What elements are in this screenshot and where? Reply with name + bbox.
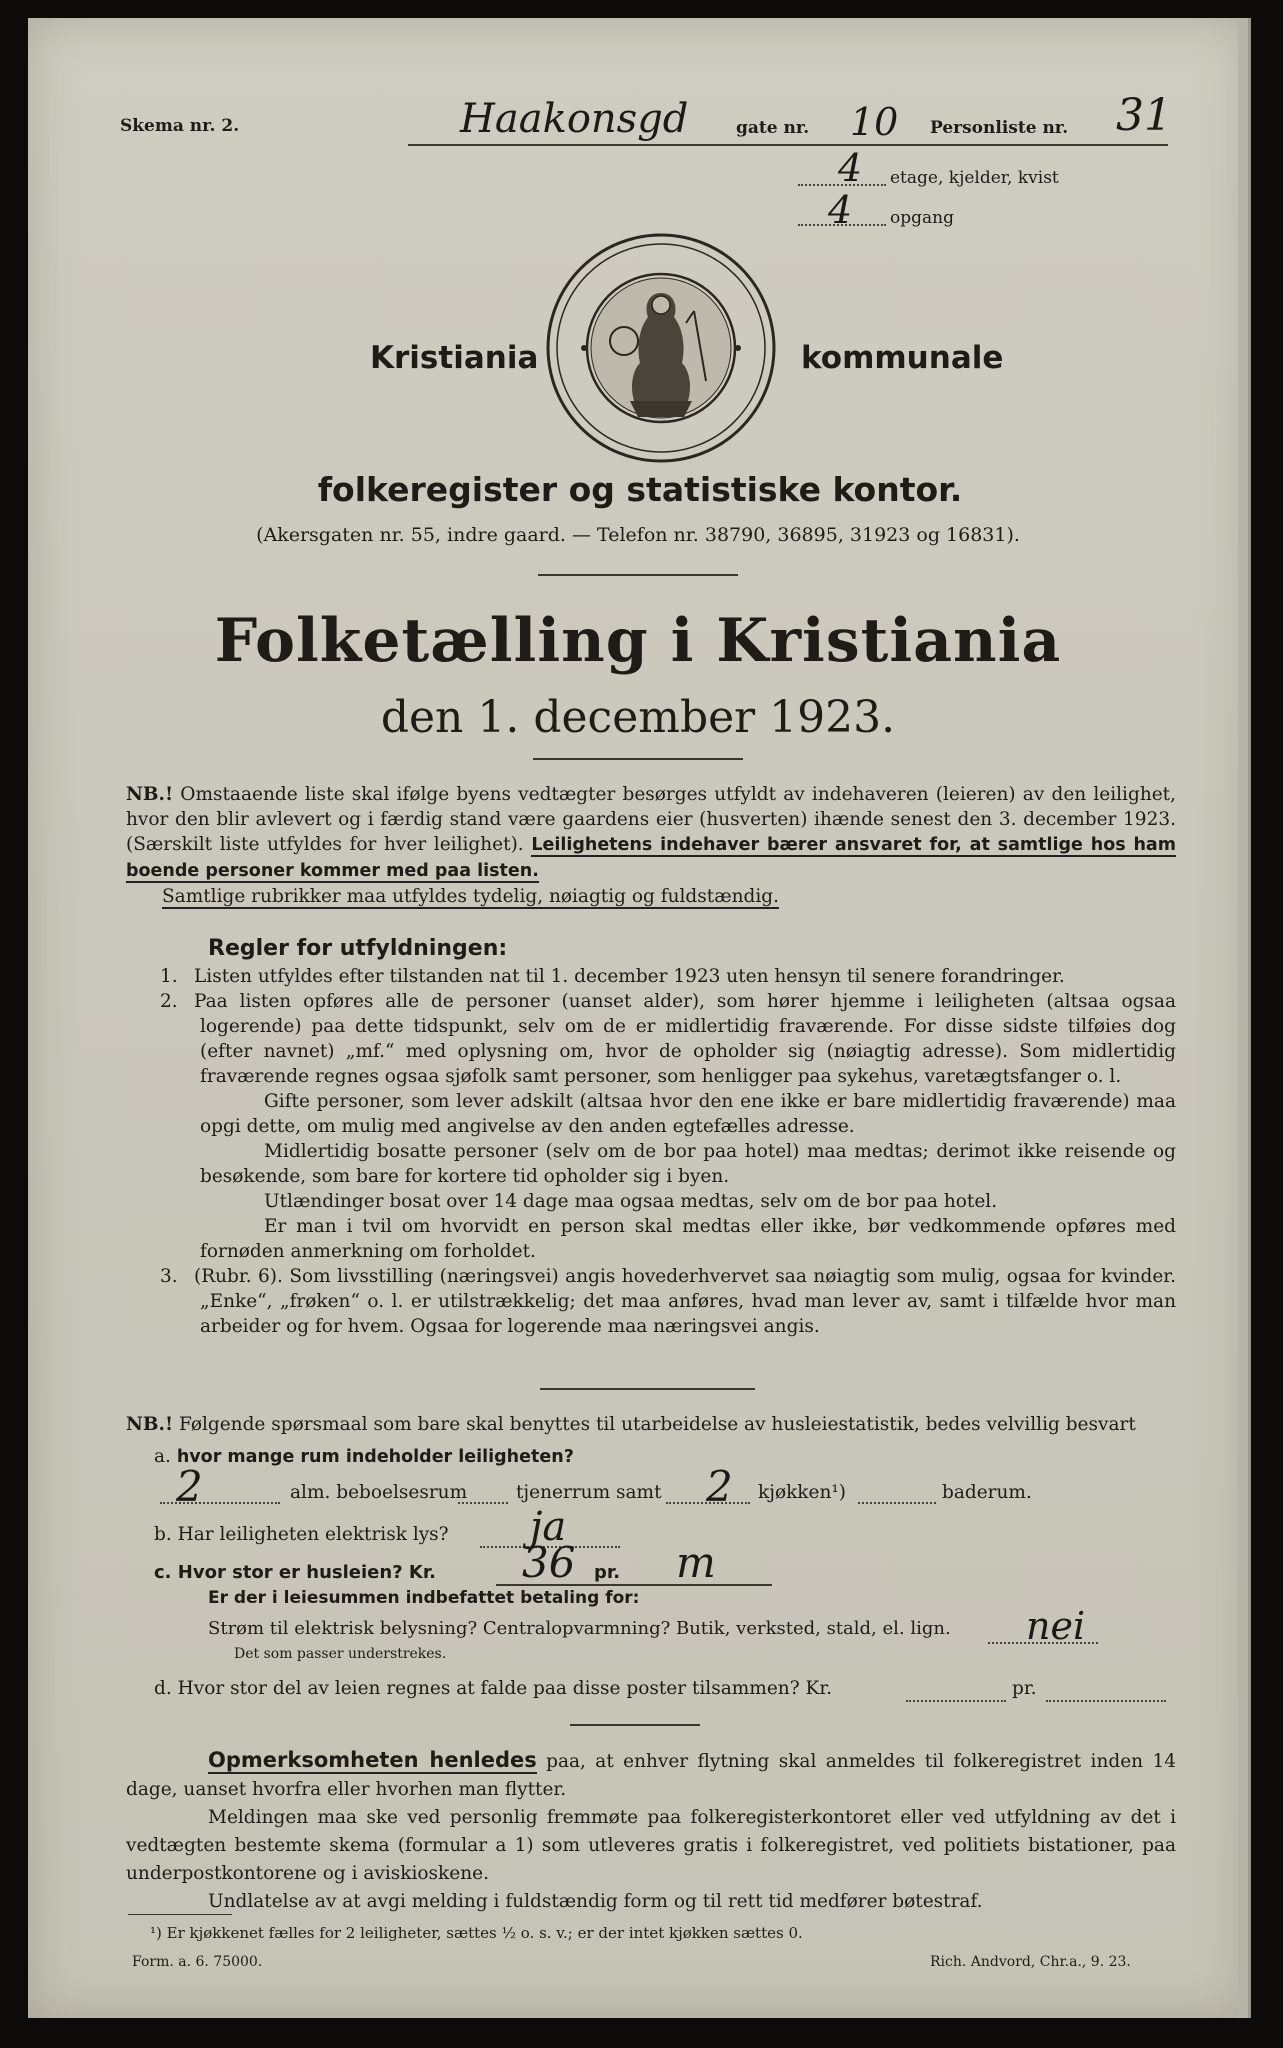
city-seal-emblem <box>544 231 778 465</box>
page-edge <box>1238 18 1248 2018</box>
bath-dots <box>858 1502 936 1504</box>
nb1-lead: NB.! <box>126 784 174 805</box>
notice-heading: Opmerksomheten henledes <box>208 1748 537 1772</box>
nb1-paragraph <box>126 782 1176 909</box>
divider-2 <box>533 758 743 760</box>
tjener-label: tjenerrum samt <box>516 1482 662 1503</box>
rent-period-handwritten: m <box>676 1538 716 1587</box>
printer-imprint: Rich. Andvord, Chr.a., 9. 23. <box>930 1954 1131 1970</box>
office-left-word: Kristiania <box>370 340 539 376</box>
notice-paragraph <box>126 1746 1176 1916</box>
footnote: ¹) Er kjøkkenet fælles for 2 leiligheter, sættes ½ o. s. v.; er der intet kjøkken sættes 0. <box>150 1924 803 1942</box>
rules-heading: Regler for utfyldningen: <box>208 936 508 961</box>
rule-3: (Rubr. 6). Som livsstilling (næringsvei) angis hovederhvervet saa nøiagtig som mulig, ogsaa for kvinder. „Enke“, „frøken“ o. l. er utilstrækkelig; det maa anføres, hvad man lever av, samt i tilfælde hvor man arbeider og for hvem. Ogsaa for logerende maa næringsvei angis. <box>194 1266 1176 1337</box>
share-per-label: pr. <box>1012 1678 1037 1699</box>
notice-p2: Meldingen maa ske ved personlig fremmøte paa folkeregisterkontoret eller ved utfyldning av det i vedtægten bestemte skema (formular a 1) som utleveres gratis i folkeregistret, ved politiets bistationer, paa underpostkontorene og i aviskioskene. <box>126 1807 1176 1884</box>
office-title: folkeregister og statistiske kontor. <box>317 470 963 509</box>
rent-handwritten: 36 <box>522 1538 576 1587</box>
notice-p3: Undlatelse av at avgi melding i fuldstændig form og til rett tid medfører bøtestraf. <box>208 1891 983 1912</box>
header-rule <box>408 144 1168 146</box>
rule-2-main: Paa listen opføres alle de personer (uanset alder), som hører hjemme i leiligheten (altsaa ogsaa logerende) paa dette tidspunkt, selv om de er midlertidig fraværende. For disse sidste tilføies dog (efter navnet) „mf.“ med oplysning om, hvor de opholder sig (nøiagtig adresse). Som midlertidig fraværende regnes ogsaa sjøfolk samt personer, som henligger paa sykehus, varetægtsfanger o. l. <box>194 991 1176 1087</box>
rent-includes-heading: Er der i leiesummen indbefattet betaling for: <box>208 1588 640 1608</box>
question-b-text: Har leiligheten elektrisk lys? <box>177 1524 449 1545</box>
rule-1: Listen utfyldes efter tilstanden nat til 1. december 1923 uten hensyn til senere forandringer. <box>194 966 1065 987</box>
office-right-word: kommunale <box>801 340 1004 376</box>
question-a-label: a. <box>154 1446 171 1467</box>
tjener-dots <box>458 1502 508 1504</box>
footnote-rule <box>128 1914 232 1915</box>
nb1-instruction: Samtlige rubrikker maa utfyldes tydelig, nøiagtig og fuldstændig. <box>162 886 779 907</box>
divider-4 <box>570 1724 700 1726</box>
divider-1 <box>538 574 738 576</box>
question-a-text: hvor mange rum indeholder leiligheten? <box>176 1447 574 1467</box>
rent-includes-items: Strøm til elektrisk belysning? Centralopvarmning? Butik, verksted, stald, el. lign. <box>208 1618 951 1639</box>
opgang-label: opgang <box>890 208 954 228</box>
question-b <box>154 1524 449 1545</box>
gate-number-handwritten: 10 <box>850 100 899 144</box>
question-d <box>154 1678 832 1699</box>
question-a <box>154 1446 574 1467</box>
underline-note: Det som passer understrekes. <box>234 1646 447 1662</box>
skema-number: Skema nr. 2. <box>120 116 240 136</box>
nb2-lead: NB.! <box>126 1414 174 1435</box>
question-c-label: c. <box>154 1562 172 1583</box>
nb2-paragraph <box>126 1412 1176 1437</box>
personliste-label: Personliste nr. <box>930 118 1069 138</box>
light-answer-handwritten: ja <box>530 1504 567 1550</box>
census-date-subtitle: den 1. december 1923. <box>380 692 896 743</box>
divider-3 <box>540 1388 755 1390</box>
share-pr-dots <box>1046 1700 1166 1702</box>
street-name-handwritten: Haakonsgd <box>460 96 689 142</box>
rooms-label: alm. beboelsesrum <box>290 1482 468 1503</box>
question-b-label: b. <box>154 1524 172 1545</box>
rent-per-label: pr. <box>594 1562 621 1583</box>
question-c <box>154 1562 436 1583</box>
etage-handwritten: 4 <box>838 146 863 190</box>
rules-list: 1. Listen utfyldes efter tilstanden nat til 1. december 1923 uten hensyn til senere forandringer. 2. Paa listen opføres alle de personer (uanset alder), som hører hjemme i leiligheten (altsaa ogsaa logerende) paa dette tidspunkt, selv om de er midlertidig fraværende. For disse sidste tilføies dog (efter navnet) „mf.“ med oplysning om, hvor de opholder sig (nøiagtig adresse). Som midlertidig fraværende regnes ogsaa sjøfolk samt personer, som henligger paa sykehus, varetægtsfanger o. l. Gifte personer, som lever adskilt (altsaa hvor den ene ikke er bare midlertidig fraværende) maa opgi dette, om mulig med angivelse av den anden egtefælles adresse. Midlertidig bosatte personer (selv om de bor paa hotel) maa medtas; derimot ikke reisende og besøkende, som bare for kortere tid opholder sig i byen. Utlændinger bosat over 14 dage maa ogsaa medtas, selv om de bor paa hotel. Er man i tvil om hvorvidt en person skal medtas eller ikke, bør vedkommende opføres med fornøden anmerkning om forholdet. 3. (Rubr. 6). Som livsstilling (næringsvei) angis hovederhvervet saa nøiagtig som mulig, ogsaa for kvinder. „Enke“, „frøken“ o. l. er utilstrækkelig; det maa anføres, hvad man lever av, samt i tilfælde hvor man arbeider og for hvem. Ogsaa for logerende maa næringsvei angis. <box>160 966 1176 1337</box>
census-form-page <box>28 18 1251 2018</box>
share-kr-dots <box>906 1700 1006 1702</box>
question-d-label: d. <box>154 1678 172 1699</box>
rule-2-married: Gifte personer, som lever adskilt (altsaa hvor den ene ikke er bare midlertidig fraværende) maa opgi dette, om mulig med angivelse av den anden egtefælles adresse. <box>200 1091 1176 1137</box>
nb1-responsibility: Leilighetens indehaver bærer ansvaret for, at samtlige hos ham boende personer kommer med paa listen. <box>126 835 1176 881</box>
rooms-handwritten: 2 <box>176 1462 203 1511</box>
notice-p1: paa, at enhver flytning skal anmeldes til folkeregistret inden 14 dage, uanset hvorfra eller hvorhen man flytter. <box>126 1751 1177 1800</box>
kitchen-handwritten: 2 <box>706 1462 733 1511</box>
census-main-title: Folketælling i Kristiania <box>214 606 1062 676</box>
office-address: (Akersgaten nr. 55, indre gaard. — Telefon nr. 38790, 36895, 31923 og 16831). <box>256 524 1020 546</box>
nb2-text: Følgende spørsmaal som bare skal benyttes til utarbeidelse av husleiestatistik, bedes velvillig besvart <box>179 1414 1136 1435</box>
bath-label: baderum. <box>942 1482 1032 1503</box>
includes-answer-handwritten: nei <box>1026 1604 1086 1648</box>
personliste-number-handwritten: 31 <box>1116 90 1172 141</box>
etage-label: etage, kjelder, kvist <box>890 168 1059 188</box>
rule-2-foreigners: Utlændinger bosat over 14 dage maa ogsaa medtas, selv om de bor paa hotel. <box>264 1191 998 1212</box>
kitchen-label: kjøkken¹) <box>758 1482 847 1503</box>
nb1-text: Omstaaende liste skal ifølge byens vedtægter besørges utfyldt av indehaveren (leieren) av den leilighet, hvor den blir avlevert og i færdig stand være gaardens eier (husverten) ihænde senest den 3. december 1923. (Særskilt liste utfyldes for hver leilighet). <box>126 784 1176 855</box>
opgang-handwritten: 4 <box>828 188 853 232</box>
question-c-text: Hvor stor er husleien? Kr. <box>177 1562 437 1583</box>
rule-2-temporary: Midlertidig bosatte personer (selv om de bor paa hotel) maa medtas; derimot ikke reisende og besøkende, som bare for kortere tid opholder sig i byen. <box>200 1141 1176 1187</box>
rule-2-doubt: Er man i tvil om hvorvidt en person skal medtas eller ikke, bør vedkommende opføres med fornøden anmerkning om forholdet. <box>200 1216 1176 1262</box>
question-d-text: Hvor stor del av leien regnes at falde paa disse poster tilsammen? Kr. <box>177 1678 833 1699</box>
form-number: Form. a. 6. 75000. <box>132 1954 263 1970</box>
gate-label: gate nr. <box>736 118 810 138</box>
